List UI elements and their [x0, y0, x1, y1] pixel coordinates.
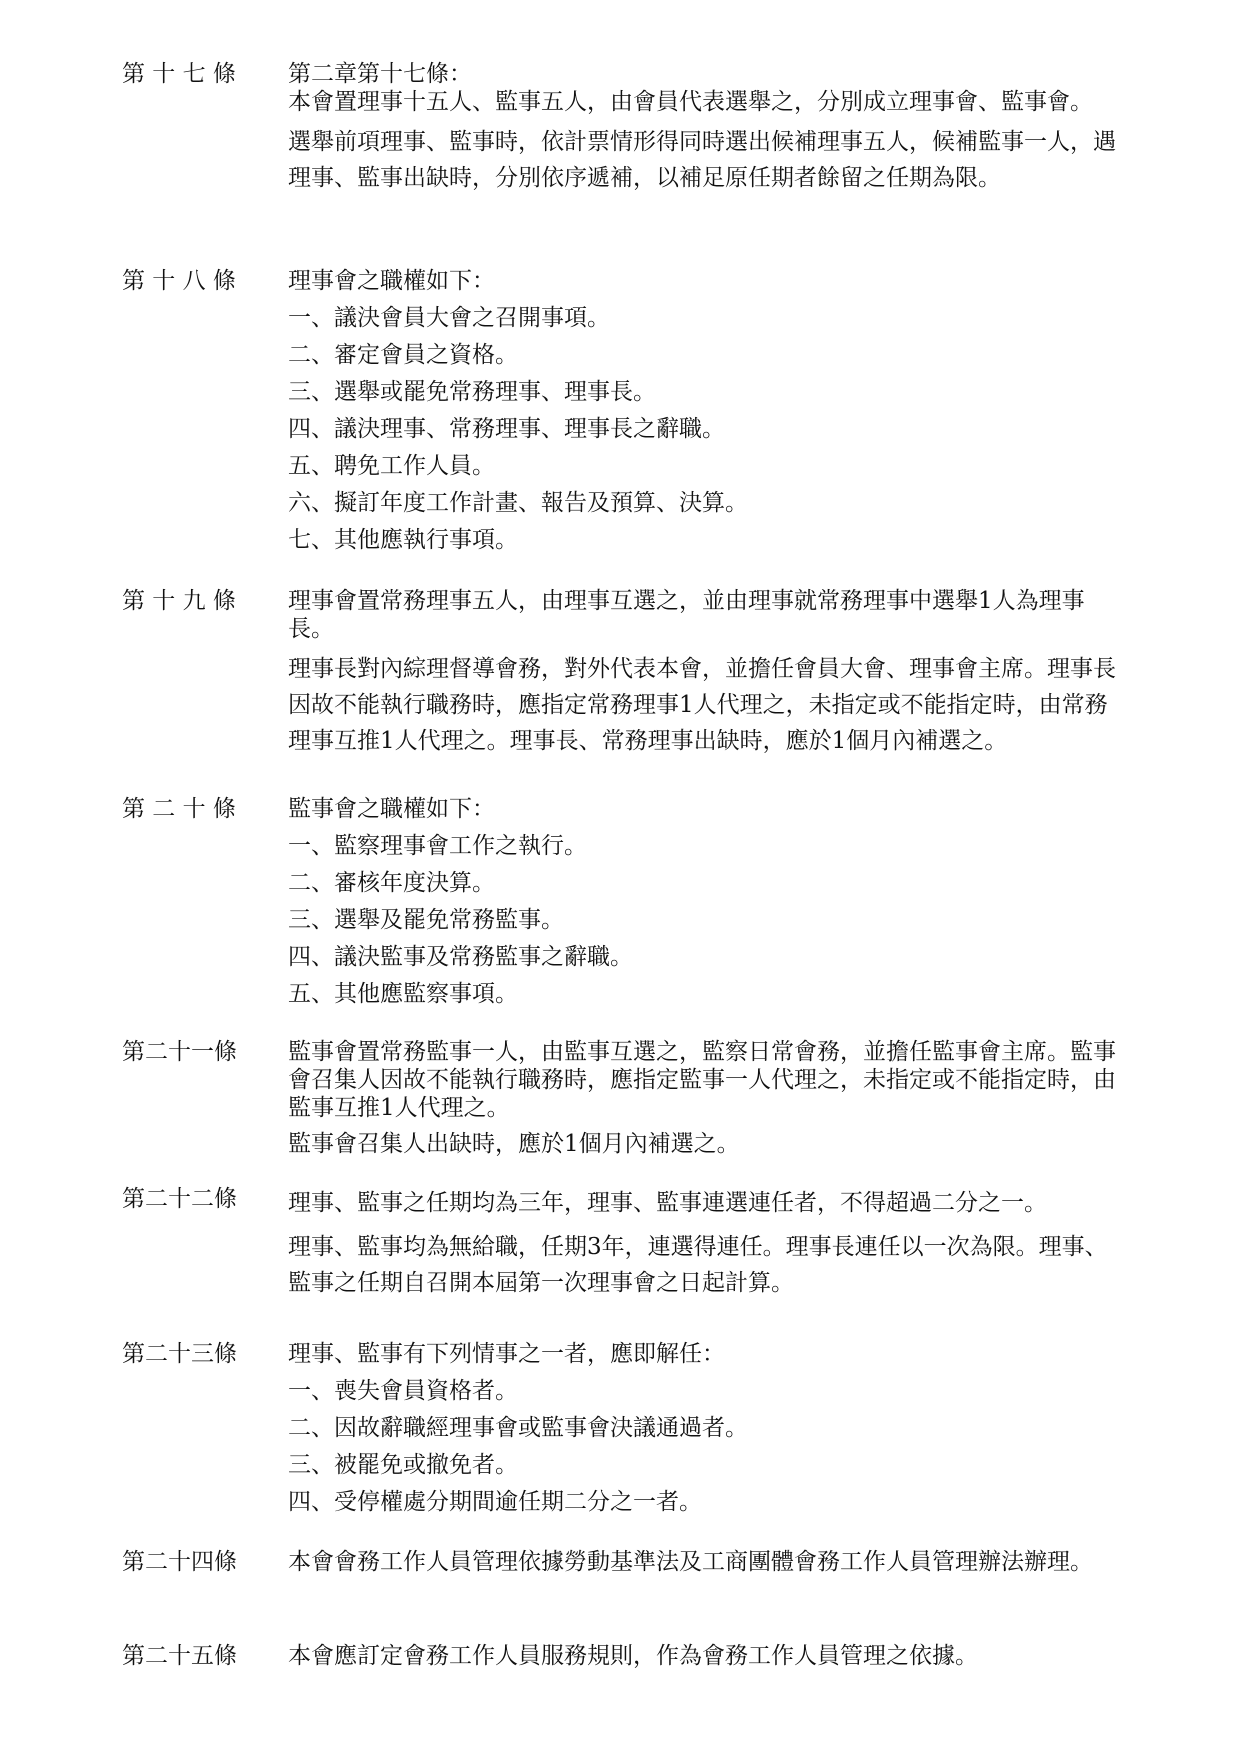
article-paragraph: 監事會置常務監事一人，由監事互選之，監察日常會務，並擔任監事會主席。監事會召集人因故不能執行職務時，應指定監事一人代理之，未指定或不能指定時，由監事互推1人代理之。 — [288, 1039, 1116, 1121]
article-paragraph: 本會置理事十五人、監事五人，由會員代表選舉之，分別成立理事會、監事會。 — [288, 89, 1093, 115]
article-paragraph: 理事、監事均為無給職，任期3年，連選得連任。理事長連任以一次為限。理事、監事之任期自召開本屆第一次理事會之日起計算。 — [288, 1234, 1108, 1296]
article-label: 第二十三條 — [122, 1341, 237, 1367]
article-label: 第二十五條 — [122, 1643, 237, 1669]
article-body — [288, 1038, 1120, 1158]
article-label: 第二十二條 — [122, 1186, 237, 1212]
list-item: 一、監察理事會工作之執行。 — [288, 833, 587, 859]
article-body — [288, 267, 1120, 563]
article-intro: 監事會之職權如下： — [288, 796, 495, 822]
article-body — [288, 60, 1120, 196]
article-intro: 理事、監事有下列情事之一者，應即解任： — [288, 1341, 725, 1367]
list-item: 三、被罷免或撤免者。 — [288, 1452, 518, 1478]
article-body — [288, 1185, 1120, 1301]
article-paragraph: 理事長對內綜理督導會務，對外代表本會，並擔任會員大會、理事會主席。理事長因故不能執行職務時，應指定常務理事1人代理之，未指定或不能指定時，由常務理事互推1人代理之。理事長、常務理事出缺時，應於1個月內補選之。 — [288, 656, 1116, 754]
list-item: 七、其他應執行事項。 — [288, 527, 518, 553]
article-paragraph: 理事會置常務理事五人，由理事互選之，並由理事就常務理事中選舉1人為理事長。 — [288, 588, 1085, 642]
list-item: 四、受停權處分期間逾任期二分之一者。 — [288, 1489, 702, 1515]
article-paragraph: 監事會召集人出缺時，應於1個月內補選之。 — [288, 1131, 740, 1157]
article-paragraph: 本會會務工作人員管理依據勞動基準法及工商團體會務工作人員管理辦法辦理。 — [288, 1549, 1093, 1575]
list-item: 五、聘免工作人員。 — [288, 453, 495, 479]
article-body — [288, 795, 1120, 1017]
article-label: 第二十一條 — [122, 1039, 237, 1065]
article-paragraph: 理事、監事之任期均為三年，理事、監事連選連任者，不得超過二分之一。 — [288, 1190, 1047, 1216]
article-label: 第 二 十 條 — [122, 796, 236, 822]
article-label: 第 十 七 條 — [122, 61, 236, 87]
article-paragraph: 本會應訂定會務工作人員服務規則，作為會務工作人員管理之依據。 — [288, 1643, 978, 1669]
list-item: 二、審定會員之資格。 — [288, 342, 518, 368]
list-item: 二、審核年度決算。 — [288, 870, 495, 896]
article-body — [288, 587, 1120, 759]
article-label: 第 十 八 條 — [122, 268, 236, 294]
article-paragraph: 選舉前項理事、監事時，依計票情形得同時選出候補理事五人，候補監事一人，遇理事、監事出缺時，分別依序遞補，以補足原任期者餘留之任期為限。 — [288, 129, 1116, 191]
article-label: 第二十四條 — [122, 1549, 237, 1575]
chapter-heading: 第二章第十七條： — [288, 61, 472, 87]
list-item: 四、議決理事、常務理事、理事長之辭職。 — [288, 416, 725, 442]
list-item: 一、喪失會員資格者。 — [288, 1378, 518, 1404]
article-body — [288, 1548, 1120, 1576]
list-item: 三、選舉及罷免常務監事。 — [288, 907, 564, 933]
list-item: 四、議決監事及常務監事之辭職。 — [288, 944, 633, 970]
list-item: 五、其他應監察事項。 — [288, 981, 518, 1007]
article-label: 第 十 九 條 — [122, 588, 236, 614]
list-item: 六、擬訂年度工作計畫、報告及預算、決算。 — [288, 490, 748, 516]
list-item: 三、選舉或罷免常務理事、理事長。 — [288, 379, 656, 405]
list-item: 一、議決會員大會之召開事項。 — [288, 305, 610, 331]
article-body — [288, 1340, 1120, 1525]
list-item: 二、因故辭職經理事會或監事會決議通過者。 — [288, 1415, 748, 1441]
article-intro: 理事會之職權如下： — [288, 268, 495, 294]
article-body — [288, 1642, 1120, 1670]
